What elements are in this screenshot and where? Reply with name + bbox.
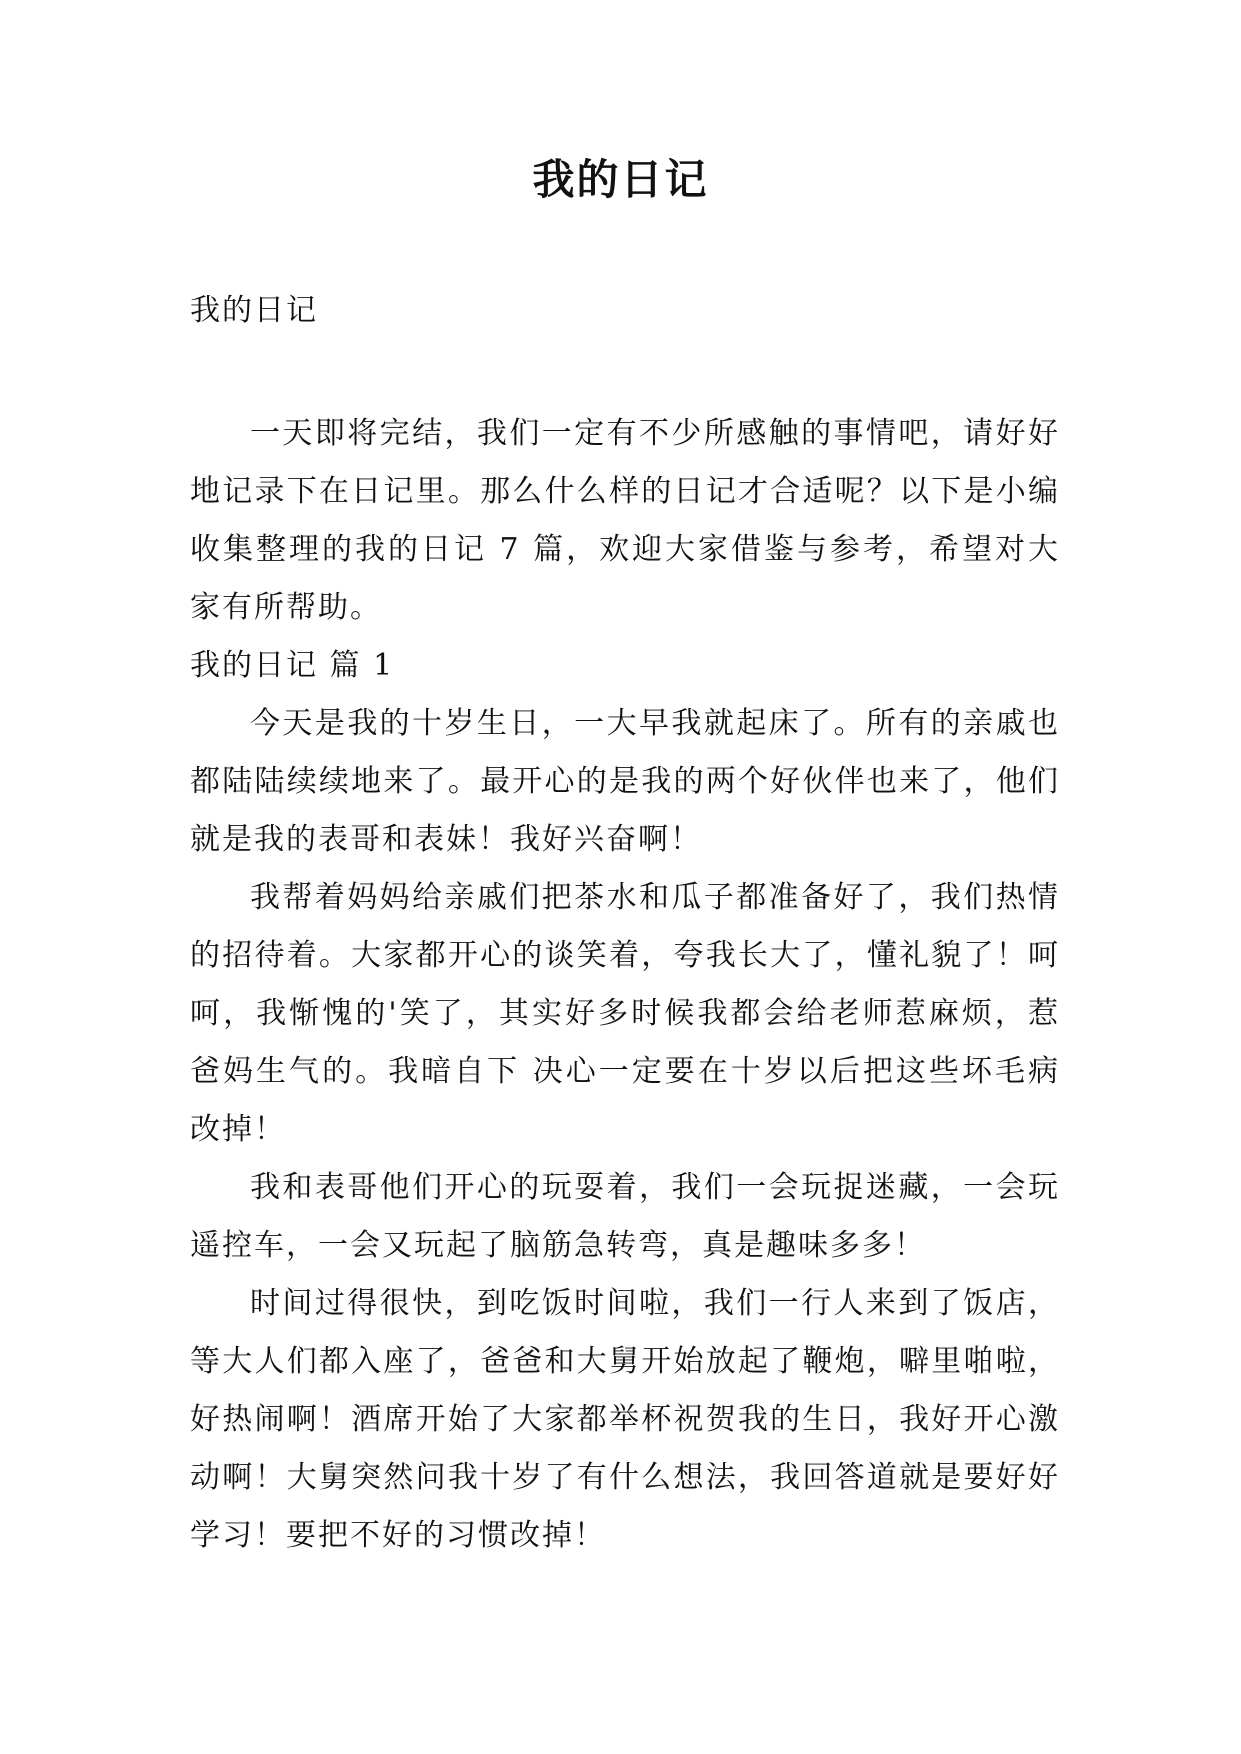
- body-paragraph: 我帮着妈妈给亲戚们把茶水和瓜子都准备好了，我们热情的招待着。大家都开心的谈笑着，夸我长大了，懂礼貌了！呵呵，我惭愧的'笑了，其实好多时候我都会给老师惹麻烦，惹爸妈生气的。我暗自下 决心一定要在十岁以后把这些坏毛病改掉！: [190, 880, 1060, 1147]
- body-paragraph: 我和表哥他们开心的玩耍着，我们一会玩捉迷藏，一会玩遥控车，一会又玩起了脑筋急转弯，真是趣味多多！: [190, 1170, 1060, 1263]
- body-paragraph: 时间过得很快，到吃饭时间啦，我们一行人来到了饭店，等大人们都入座了，爸爸和大舅开始放起了鞭炮，噼里啪啦，好热闹啊！酒席开始了大家都举杯祝贺我的生日，我好开心激动啊！大舅突然问我十岁了有什么想法，我回答道就是要好好学习！要把不好的习惯改掉！: [190, 1286, 1060, 1553]
- body-paragraph: 今天是我的十岁生日，一大早我就起床了。所有的亲戚也都陆陆续续地来了。最开心的是我的两个好伙伴也来了，他们就是我的表哥和表妹！我好兴奋啊！: [190, 706, 1060, 857]
- section-heading: 我的日记 篇 1: [190, 648, 395, 683]
- document-title: 我的日记: [532, 155, 709, 204]
- intro-paragraph: 一天即将完结，我们一定有不少所感触的事情吧，请好好地记录下在日记里。那么什么样的日记才合适呢？以下是小编收集整理的我的日记 7 篇，欢迎大家借鉴与参考，希望对大家有所帮助。: [190, 416, 1060, 625]
- document-subtitle: 我的日记: [190, 293, 318, 328]
- document-body: [190, 405, 1060, 1565]
